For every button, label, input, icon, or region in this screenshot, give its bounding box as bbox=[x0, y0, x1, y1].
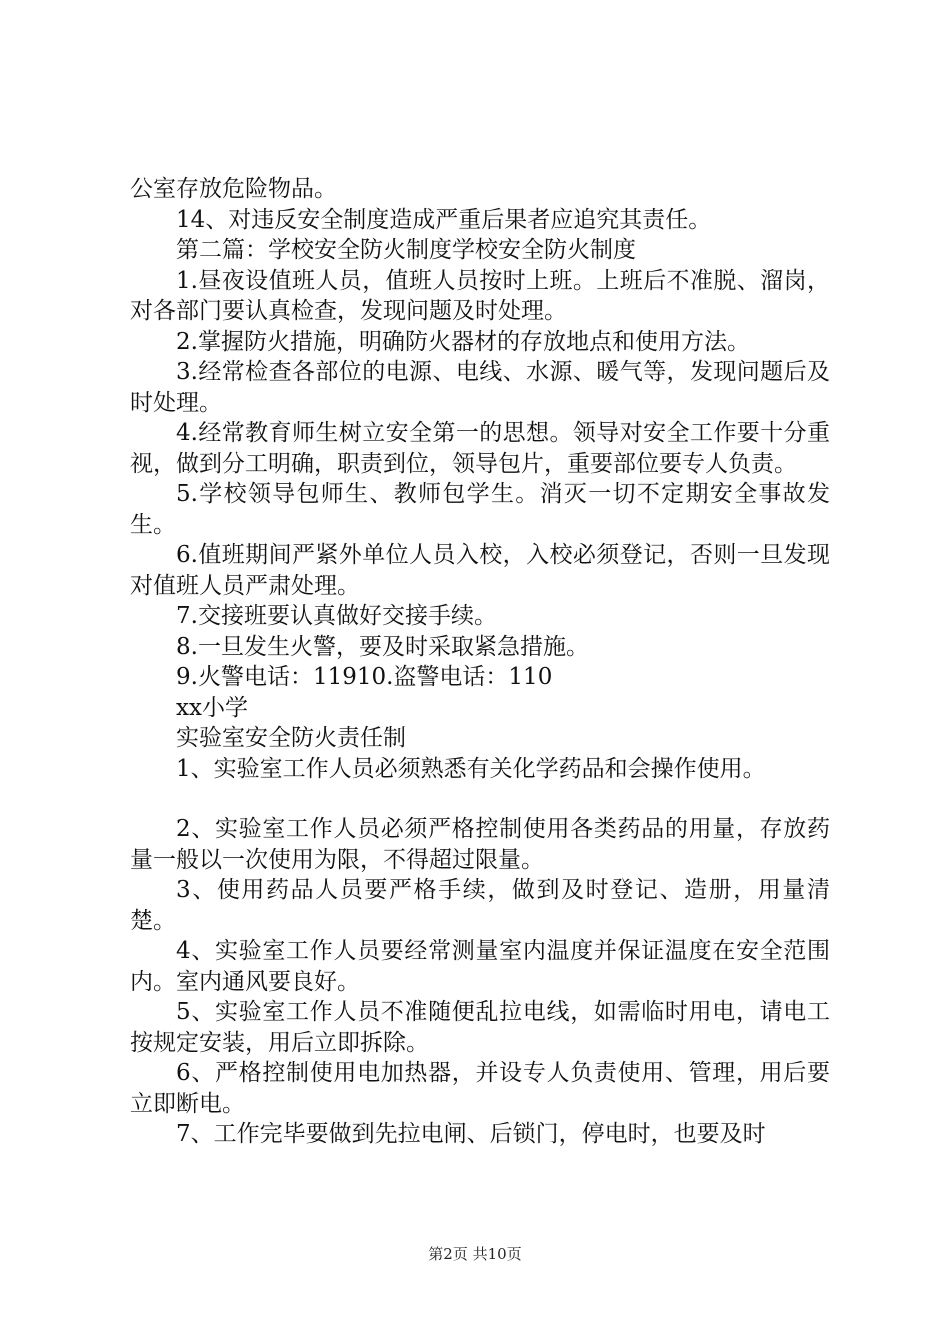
paragraph: 5、实验室工作人员不准随便乱拉电线，如需临时用电，请电工按规定安装，用后立即拆除。 bbox=[130, 999, 830, 1056]
paragraph: 1.昼夜设值班人员，值班人员按时上班。上班后不准脱、溜岗，对各部门要认真检查，发现问题及时处理。 bbox=[130, 267, 830, 324]
paragraph: 4、实验室工作人员要经常测量室内温度并保证温度在安全范围内。室内通风要良好。 bbox=[130, 938, 830, 995]
page-number: 第2页 共10页 bbox=[428, 1245, 522, 1263]
paragraph: 3.经常检查各部位的电源、电线、水源、暖气等，发现问题后及时处理。 bbox=[130, 359, 830, 416]
paragraph: 公室存放危险物品。 bbox=[130, 176, 337, 202]
paragraph: 3、使用药品人员要严格手续，做到及时登记、造册，用量清楚。 bbox=[130, 877, 830, 934]
section-heading: 实验室安全防火责任制 bbox=[176, 725, 406, 751]
paragraph: 6.值班期间严紧外单位人员入校，入校必须登记，否则一旦发现对值班人员严肃处理。 bbox=[130, 542, 830, 599]
paragraph: 7、工作完毕要做到先拉电闸、后锁门，停电时，也要及时 bbox=[176, 1121, 766, 1147]
paragraph: 2.掌握防火措施，明确防火器材的存放地点和使用方法。 bbox=[176, 328, 750, 355]
paragraph: 4.经常教育师生树立安全第一的思想。领导对安全工作要十分重视，做到分工明确，职责到位，领导包片，重要部位要专人负责。 bbox=[130, 420, 830, 477]
paragraph: 5.学校领导包师生、教师包学生。消灭一切不定期安全事故发生。 bbox=[130, 481, 830, 538]
paragraph: 9.火警电话：11910.盗警电话：110 bbox=[176, 664, 553, 690]
paragraph: 7.交接班要认真做好交接手续。 bbox=[176, 603, 497, 629]
document-body bbox=[130, 174, 830, 1150]
paragraph: 2、实验室工作人员必须严格控制使用各类药品的用量，存放药量一般以一次使用为限，不得超过限量。 bbox=[130, 816, 830, 873]
signature-line: xx小学 bbox=[176, 694, 248, 721]
section-heading: 第二篇：学校安全防火制度学校安全防火制度 bbox=[176, 237, 636, 263]
paragraph: 8.一旦发生火警，要及时采取紧急措施。 bbox=[176, 633, 589, 660]
paragraph: 6、严格控制使用电加热器，并设专人负责使用、管理，用后要立即断电。 bbox=[130, 1060, 830, 1117]
page-footer bbox=[0, 1243, 950, 1264]
paragraph: 1、实验室工作人员必须熟悉有关化学药品和会操作使用。 bbox=[176, 755, 766, 782]
paragraph: 14、对违反安全制度造成严重后果者应追究其责任。 bbox=[176, 206, 712, 233]
